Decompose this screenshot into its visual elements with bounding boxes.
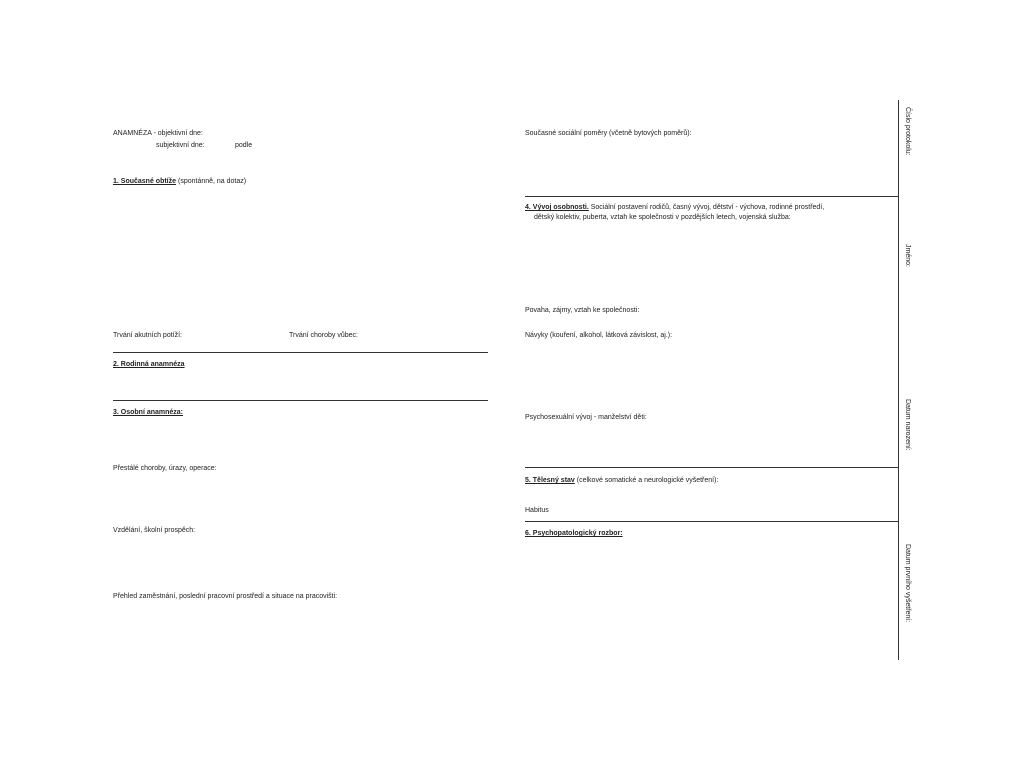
first-exam-date-label: Datum prvního vyšetření: <box>904 544 911 623</box>
character-interests-label: Povaha, zájmy, vztah ke společnosti: <box>525 307 640 314</box>
section-personality-development-text: Sociální postavení rodičů, časný vývoj, dětství - výchova, rodinné prostředí, <box>590 204 825 211</box>
anamneza-subjective-label: subjektivní dne: <box>156 142 205 149</box>
past-illnesses-label: Přestálé choroby, úrazy, operace: <box>113 465 217 472</box>
acute-duration-label: Trvání akutních potíží: <box>113 332 182 339</box>
section-personality-development <box>525 203 824 212</box>
section-personal-history-title: 3. Osobní anamnéza: <box>113 409 184 416</box>
anamneza-source-label: podle <box>235 142 253 149</box>
sidebar-divider <box>898 100 899 660</box>
section-physical-state <box>525 476 718 485</box>
section-current-complaints-note: (spontánně, na dotaz) <box>177 178 247 185</box>
divider <box>525 196 898 197</box>
section-physical-state-title: 5. Tělesný stav <box>525 477 575 484</box>
anamneza-objective-label: ANAMNÉZA - objektivní dne: <box>113 130 203 137</box>
divider <box>113 352 488 353</box>
divider <box>113 400 488 401</box>
divider <box>525 521 898 522</box>
employment-label: Přehled zaměstnání, poslední pracovní prostředí a situace na pracovišti: <box>113 593 338 600</box>
section-current-complaints <box>113 177 246 186</box>
education-label: Vzdělání, školní prospěch: <box>113 527 196 534</box>
illness-duration-label: Trvání choroby vůbec: <box>289 332 358 339</box>
section-psychopathology-title: 6. Psychopatologický rozbor: <box>525 530 623 537</box>
habits-label: Návyky (kouření, alkohol, látková závislost, aj.): <box>525 332 673 339</box>
psychosexual-development-label: Psychosexuální vývoj - manželství děti: <box>525 414 647 421</box>
social-conditions-label: Současné sociální poměry (včetně bytových poměrů): <box>525 130 692 137</box>
habitus-label: Habitus <box>525 507 549 514</box>
protocol-number-label: Číslo protokolu: <box>904 107 911 156</box>
name-label: Jméno: <box>904 244 911 267</box>
section-family-history-title: 2. Rodinná anamnéza <box>113 361 185 368</box>
birth-date-label: Datum narození: <box>904 399 911 451</box>
section-personality-development-title: 4. Vývoj osobnosti. <box>525 204 589 211</box>
section-current-complaints-title: 1. Současné obtíže <box>113 178 177 185</box>
section-personality-development-text-2: dětský kolektiv, puberta, vztah ke společnosti v pozdějších letech, vojenská služba: <box>534 214 791 221</box>
section-physical-state-note: (celkové somatické a neurologické vyšetření): <box>576 477 719 484</box>
divider <box>525 467 898 468</box>
